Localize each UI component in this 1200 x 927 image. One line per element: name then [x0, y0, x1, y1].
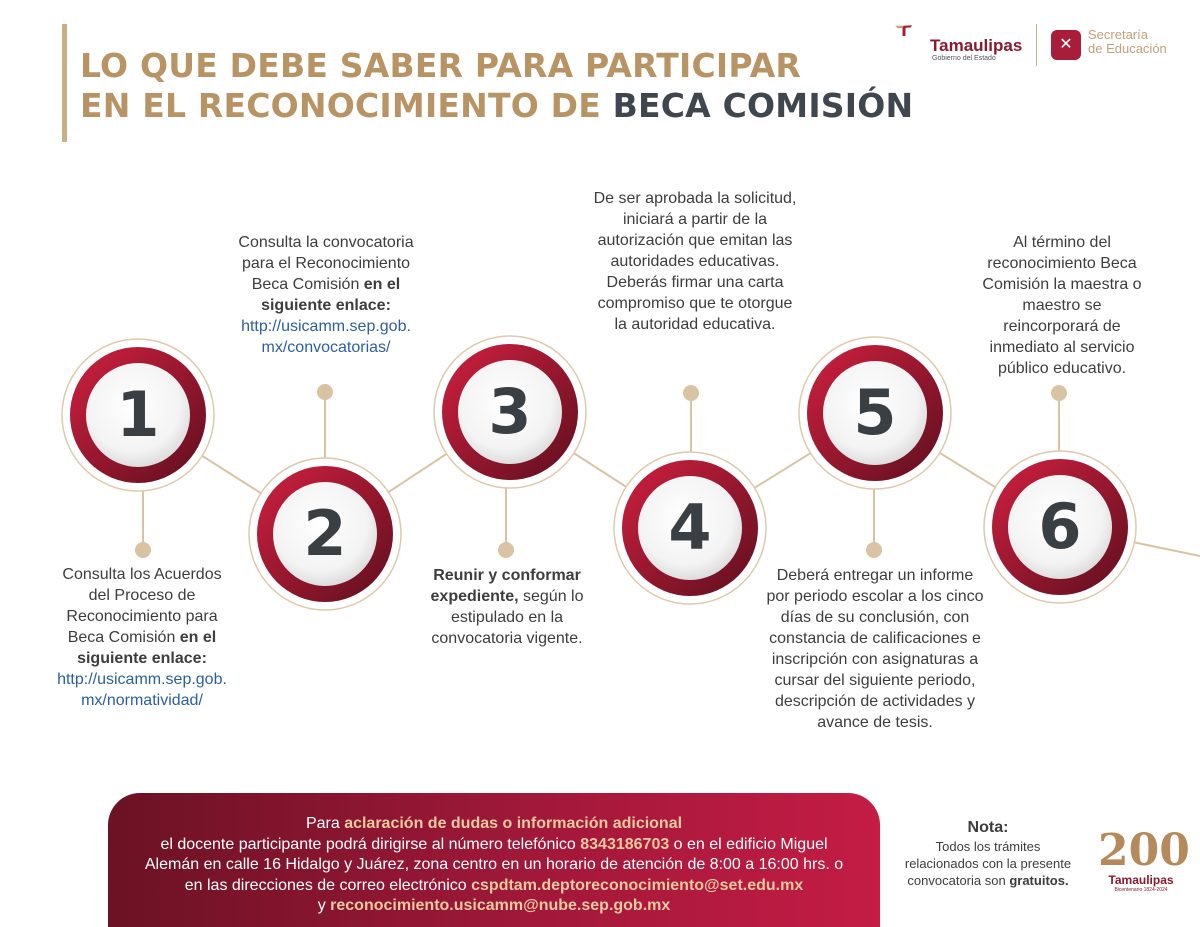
step-5-number: 5: [853, 376, 897, 449]
step-2-body: Consulta la convocatoria para el Reconocimiento Beca Comisión: [238, 234, 414, 293]
banner-l2-pre: el docente participante podrá dirigirse al número telefónico: [160, 835, 581, 853]
banner-l5-pre: y: [317, 897, 331, 914]
dot-5: [866, 542, 882, 558]
banner-l4-pre: en las direcciones de correo electrónico: [184, 876, 472, 894]
note-bold: gratuitos.: [1009, 873, 1069, 888]
step-1-link[interactable]: http://usicamm.sep.gob.mx/normatividad/: [57, 671, 227, 709]
step-3-number: 3: [488, 375, 532, 448]
title-line-1: LO QUE DEBE SABER PARA PARTICIPAR: [80, 46, 802, 85]
step-6-text: Al término del reconocimiento Beca Comisión la maestra o maestro se reincorporará de inmediato al servicio público educativo.: [982, 234, 1142, 377]
phone-number[interactable]: 8343186703: [580, 835, 670, 853]
step-1-bold: en el siguiente enlace:: [77, 629, 217, 667]
step-4-text: De ser aprobada la solicitud, iniciará a partir de la autorización que emitan las autoridades educativas. Deberás firmar una carta compromiso que te otorgue la autoridad educativa.: [593, 190, 797, 333]
step-1-number: 1: [116, 378, 160, 451]
secretaria-line-1: Secretaría: [1088, 27, 1148, 42]
banner-l3: Alemán en calle 16 Hidalgo y Juárez, zona centro en un horario de atención de 8:00 a 16:00 hrs. o: [144, 856, 844, 873]
step-2-bold: en el siguiente enlace:: [261, 276, 401, 314]
title-line-2: EN EL RECONOCIMIENTO DE: [80, 86, 601, 125]
step-2-link[interactable]: http://usicamm.sep.gob.mx/convocatorias/: [241, 318, 411, 356]
dot-4: [683, 385, 699, 401]
email-2[interactable]: reconocimiento.usicamm@nube.sep.gob.mx: [330, 897, 671, 914]
step-2-number: 2: [303, 497, 347, 570]
step-4-number: 4: [668, 491, 712, 564]
title-highlight: BECA COMISIÓN: [612, 86, 914, 125]
note-text: Todos los trámites relacionados con la presente convocatoria son: [904, 839, 1072, 888]
step-1-text: [56, 564, 228, 711]
step-6-number: 6: [1038, 490, 1082, 563]
note-title: Nota:: [967, 819, 1009, 836]
secretaria-badge-icon: ✕: [1051, 30, 1081, 60]
step-3-bold: Reunir y conformar expediente,: [430, 567, 581, 605]
banner-l2-post: o en el edificio Miguel: [669, 835, 828, 853]
step-2-text: [236, 232, 416, 358]
dot-1: [135, 542, 151, 558]
email-1[interactable]: cspdtam.deptoreconocimiento@set.edu.mx: [471, 876, 804, 894]
tamaulipas-logo-text: Tamaulipas: [930, 36, 1023, 55]
contact-banner: [108, 793, 880, 927]
step-5-text: Deberá entregar un informe por periodo escolar a los cinco días de su conclusión, con constancia de calificaciones e inscripción con asignaturas a cursar del siguiente periodo, descripción de actividades y avance de tesis.: [766, 567, 984, 731]
step-3-body: según lo estipulado en la convocatoria vigente.: [431, 588, 584, 647]
dot-3: [498, 542, 514, 558]
secretaria-line-2: de Educación: [1088, 41, 1167, 56]
bicentenario-number: 200: [1098, 825, 1190, 876]
dot-6: [1051, 385, 1067, 401]
contact-text: [108, 814, 880, 917]
banner-l1-bold: aclaración de dudas o información adicional: [344, 815, 683, 832]
step-3-text: [422, 565, 592, 649]
bicentenario-name: Tamaulipas: [1108, 873, 1174, 887]
bicentenario-sub: Bicentenario 1824-2024: [1114, 887, 1168, 893]
gobierno-logo-text: Gobierno del Estado: [932, 55, 996, 62]
bicentenario-logo: [1098, 825, 1190, 900]
note-box: [902, 818, 1074, 889]
banner-l1-pre: Para: [305, 815, 345, 832]
dot-2: [317, 384, 333, 400]
step-1-body: Consulta los Acuerdos del Proceso de Reconocimiento para Beca Comisión: [62, 566, 222, 646]
